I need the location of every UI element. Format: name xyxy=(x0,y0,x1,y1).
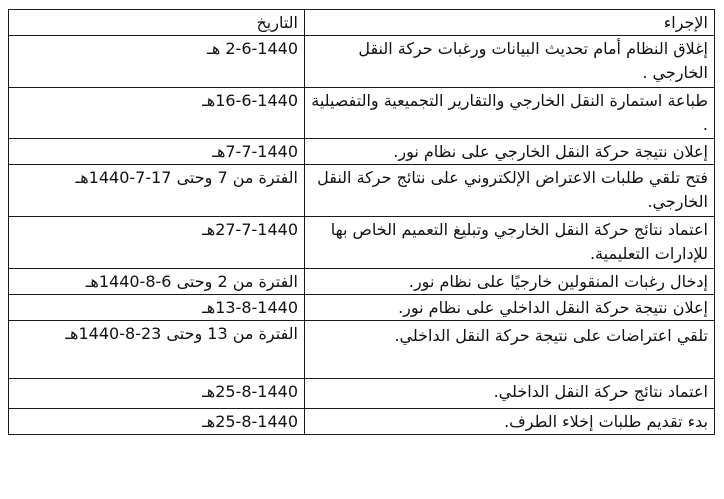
table-row xyxy=(9,409,715,435)
row-action-text: إدخال رغبات المنقولين خارجيًا على نظام نور. xyxy=(408,272,708,291)
row-action-text: إغلاق النظام أمام تحديث البيانات ورغبات حركة النقل الخارجي . xyxy=(358,39,708,82)
row-action xyxy=(305,139,715,165)
table-row xyxy=(9,36,715,88)
row-action-text: فتح تلقي طلبات الاعتراض الإلكتروني على نتائج حركة النقل الخارجي. xyxy=(317,168,708,211)
schedule-document xyxy=(9,9,715,435)
header-date: التاريخ xyxy=(9,10,305,36)
row-date: 16-6-1440هـ xyxy=(9,88,305,139)
row-action xyxy=(305,165,715,217)
row-action xyxy=(305,379,715,409)
row-action-text: بدء تقديم طلبات إخلاء الطرف. xyxy=(504,412,708,431)
row-action xyxy=(305,217,715,269)
table-row xyxy=(9,217,715,269)
table-row xyxy=(9,379,715,409)
row-date: الفترة من 13 وحتى 23-8-1440هـ xyxy=(9,321,305,379)
row-action-text: طباعة استمارة النقل الخارجي والتقارير التجميعية والتفصيلية . xyxy=(311,91,708,134)
table-row xyxy=(9,295,715,321)
table-row xyxy=(9,165,715,217)
row-action xyxy=(305,295,715,321)
row-date: 25-8-1440هـ xyxy=(9,409,305,435)
row-date: 7-7-1440هـ xyxy=(9,139,305,165)
row-action xyxy=(305,36,715,88)
schedule-table xyxy=(8,9,715,435)
row-date: 25-8-1440هـ xyxy=(9,379,305,409)
row-date: 2-6-1440 هـ xyxy=(9,36,305,88)
row-action-text: اعتماد نتائج حركة النقل الداخلي. xyxy=(493,382,708,401)
row-action-text: اعتماد نتائج حركة النقل الخارجي وتبليغ التعميم الخاص بها للإدارات التعليمية. xyxy=(330,220,708,263)
table-row xyxy=(9,139,715,165)
row-date: الفترة من 2 وحتى 6-8-1440هـ xyxy=(9,269,305,295)
row-action xyxy=(305,88,715,139)
row-action xyxy=(305,321,715,379)
table-row xyxy=(9,88,715,139)
row-date: 13-8-1440هـ xyxy=(9,295,305,321)
table-row xyxy=(9,269,715,295)
row-action-text: تلقي اعتراضات على نتيجة حركة النقل الداخلي. xyxy=(394,326,708,345)
table-row xyxy=(9,321,715,379)
table-header-row xyxy=(9,10,715,36)
row-action xyxy=(305,409,715,435)
header-action: الإجراء xyxy=(305,10,715,36)
row-action-text: إعلان نتيجة حركة النقل الخارجي على نظام نور. xyxy=(393,142,708,161)
row-date: 27-7-1440هـ xyxy=(9,217,305,269)
row-action xyxy=(305,269,715,295)
row-action-text: إعلان نتيجة حركة النقل الداخلي على نظام نور. xyxy=(398,298,708,317)
row-date: الفترة من 7 وحتى 17-7-1440هـ xyxy=(9,165,305,217)
